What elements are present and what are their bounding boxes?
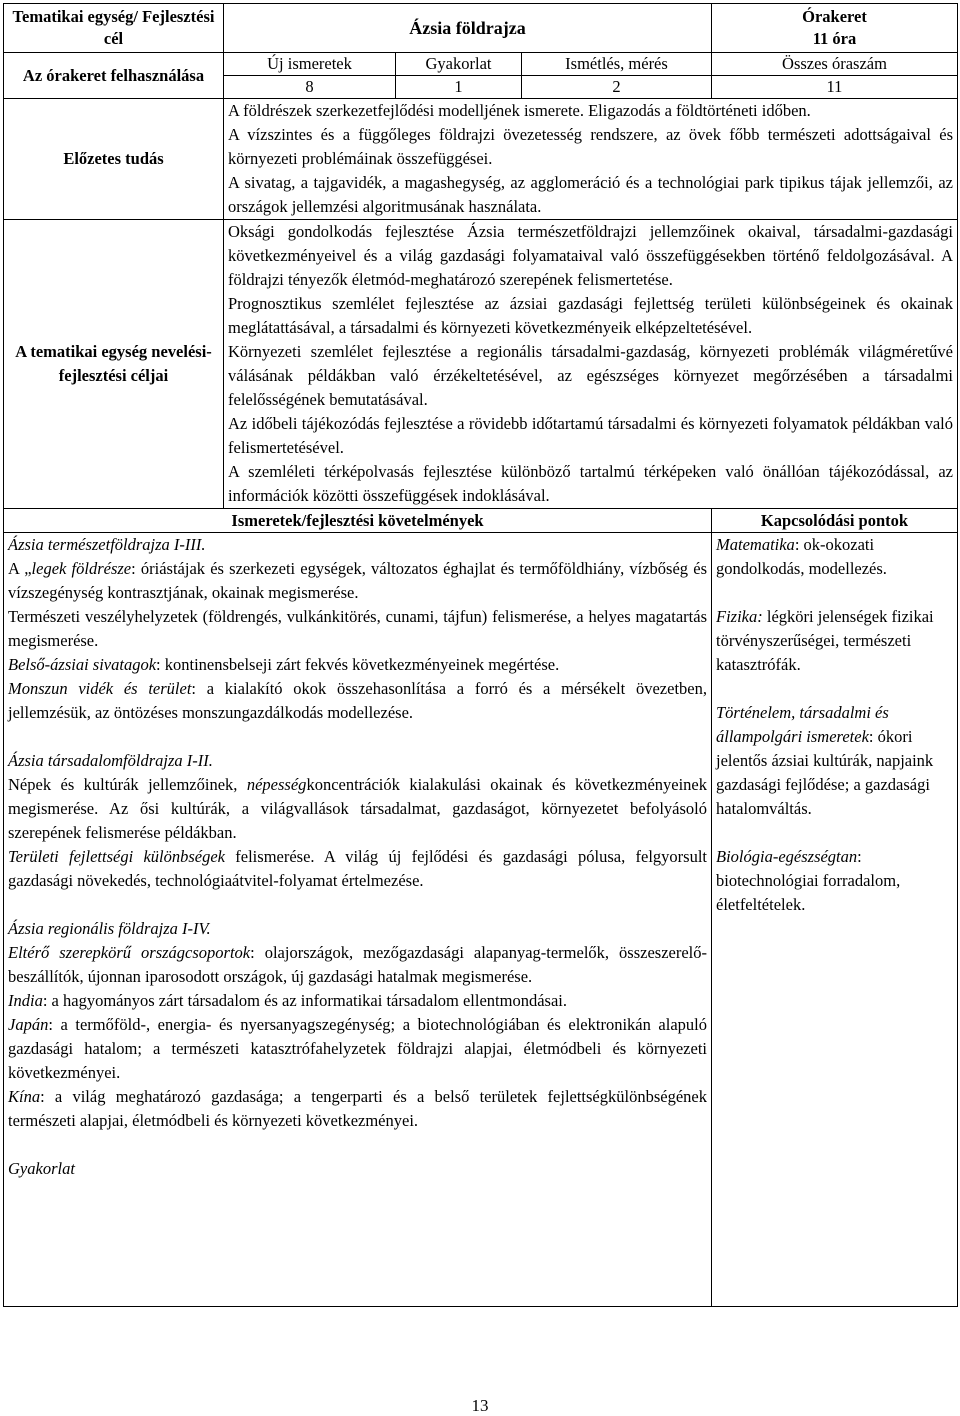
section-society-p2 xyxy=(8,845,707,893)
deserts-term: Belső-ázsiai sivatagok xyxy=(8,655,157,674)
spacer xyxy=(8,1133,707,1157)
hours-usage-label: Az órakeret felhasználása xyxy=(4,53,224,99)
goals-p3: Környezeti szemlélet fejlesztése a regionális társadalmi-gazdaság, környezeti problémák világméretűvé válásának példákban való érzékeltetésével, az egészséges környezet megőrzésében a társadalmi felelősségének bemutatásával. xyxy=(228,342,953,409)
prior-knowledge-row xyxy=(4,99,958,220)
population-term: népesség xyxy=(246,775,307,794)
section-nature-p4 xyxy=(8,677,707,725)
goals-p4: Az időbeli tájékozódás fejlesztése a rövidebb időtartamú társadalmi és környezeti folyamatok példákban való felismertetésével. xyxy=(228,414,953,457)
history-text: : ókori jelentős ázsiai kultúrák, napjaink gazdasági fejlődése; a gazdasági hatalomváltás. xyxy=(716,727,934,818)
usage-val-new: 8 xyxy=(224,76,396,99)
usage-col-new: Új ismeretek xyxy=(224,53,396,76)
math-subject: Matematika xyxy=(716,535,795,554)
prior-knowledge-content xyxy=(224,99,958,220)
section-nature-p3 xyxy=(8,653,707,677)
section-society-p2-text: felismerése. A világ új fejlődési és gazdasági pólusa, felgyorsult gazdasági növekedés, technológiaátvitel-folyamat értelmezése. xyxy=(8,847,707,890)
prior-knowledge-label: Előzetes tudás xyxy=(4,99,224,220)
prior-knowledge-p1: A földrészek szerkezetfejlődési modelljének ismerete. Eligazodás a földtörténeti időben. xyxy=(228,101,811,120)
section-regional-p1-text: : olajországok, mezőgazdasági alapanyag-termelők, összeszerelő-beszállítók, újonnan iparosodott országok, új gazdasági hatalmak megismerése. xyxy=(8,943,707,986)
requirements-content xyxy=(4,533,712,1307)
section-nature-p4-text: : a kialakító okok összehasonlítása a forró és a mérsékelt övezetben, jellemzésük, az öntözéses monszungazdálkodás modellezése. xyxy=(8,679,707,722)
usage-col-total: Összes óraszám xyxy=(712,53,958,76)
usage-val-total: 11 xyxy=(712,76,958,99)
section-regional-p2 xyxy=(8,989,707,1013)
spacer xyxy=(716,581,953,605)
math-text: : ok-okozati gondolkodás, modellezés. xyxy=(716,535,887,578)
goals-p1: Oksági gondolkodás fejlesztése Ázsia természetföldrajzi jellemzőinek okaival, társadalmi-gazdasági következményeivel és a világ gazdasági folyamataival való összefüggésekben történő feldolgozásával. A földrajzi tényezők életmód-meghatározó szerepének felismertetése. xyxy=(228,222,953,289)
legek-term xyxy=(32,559,67,578)
india-term: India xyxy=(8,991,43,1010)
header-row xyxy=(4,4,958,53)
hours-usage-row xyxy=(4,53,958,76)
section-nature-p2: Természeti veszélyhelyzetek (földrengés, vulkánkitörés, cunami, tájfun) felismerése, a helyes magatartás megismerése. xyxy=(8,607,707,650)
goals-p5: A szemléleti térképolvasás fejlesztése különböző tartalmú térképeken való önállóan tájékozódással, az információk közötti összefüggések indoklásával. xyxy=(228,462,953,505)
usage-col-practice: Gyakorlat xyxy=(396,53,522,76)
requirements-body-row xyxy=(4,533,958,1307)
connection-biology xyxy=(716,845,953,917)
section-nature-title: Ázsia természetföldrajza I-III. xyxy=(8,535,206,554)
development-term: Területi fejlettségi különbségek xyxy=(8,847,225,866)
section-nature-p1-text: : óriástájak és szerkezeti egységek, változatos éghajlat és termőföldhiány, vízbőség és vízszegénység kontrasztjának, okainak megismerése. xyxy=(8,559,707,602)
quote-open: A „ xyxy=(8,559,32,578)
goals-label: A tematikai egység nevelési-fejlesztési céljai xyxy=(4,220,224,509)
section-regional-p4-text: : a világ meghatározó gazdasága; a tengerparti és a belső területek fejlettségkülönbségének természeti alapjai, életmódbeli és környezeti következményei. xyxy=(8,1087,707,1130)
spacer xyxy=(8,893,707,917)
usage-col-review: Ismétlés, mérés xyxy=(522,53,712,76)
connections-content xyxy=(712,533,958,1307)
section-practice-title: Gyakorlat xyxy=(8,1159,75,1178)
section-regional-p3-text: : a termőföld-, energia- és nyersanyagszegénység; a biotechnológiában és elektronikán alapuló gazdasági hatalom; a természeti katasztrófahelyzetek földrajzi alapjai, életmódbeli és környezeti következményei. xyxy=(8,1015,707,1082)
prior-knowledge-p3: A sivatag, a tajgavidék, a magashegység, az agglomeráció és a technológiai park tipikus tájak jellemzői, az országok jellemzési algoritmusának használata. xyxy=(228,173,953,216)
requirements-header-row xyxy=(4,509,958,533)
goals-p2: Prognosztikus szemlélet fejlesztése az ázsiai gazdasági fejlettség területi különbségeinek és okainak meglátattásával, a társadalmi és környezeti következményeik elképzeltetésével. xyxy=(228,294,953,337)
requirements-title: Ismeretek/fejlesztési követelmények xyxy=(4,509,712,533)
section-regional-title: Ázsia regionális földrajza I-IV. xyxy=(8,919,211,938)
section-regional-p4 xyxy=(8,1085,707,1133)
section-society-p1-a: Népek és kultúrák jellemzőinek, xyxy=(8,775,247,794)
section-society-title: Ázsia társadalomföldrajza I-II. xyxy=(8,751,213,770)
history-subject: Történelem, társadalmi és állampolgári ismeretek xyxy=(716,703,889,746)
spacer xyxy=(716,821,953,845)
curriculum-table xyxy=(3,3,958,1307)
china-term: Kína xyxy=(8,1087,41,1106)
foldresze-term: földrésze xyxy=(66,559,132,578)
section-society-p1 xyxy=(8,773,707,845)
section-nature-p3-text: : kontinensbelseji zárt fekvés következményeinek megértése. xyxy=(156,655,560,674)
physics-text: légköri jelenségek fizikai törvényszerűségei, természeti katasztrófák. xyxy=(716,607,934,674)
prior-knowledge-p2: A vízszintes és a függőleges földrajzi övezetesség rendszere, az övek főbb természeti adottságaival és környezeti problémáinak összefüggései. xyxy=(228,125,953,168)
page-number: 13 xyxy=(471,1396,489,1415)
goals-content xyxy=(224,220,958,509)
topic-title: Ázsia földrajza xyxy=(224,4,712,53)
hours-cell xyxy=(712,4,958,53)
section-regional-p1 xyxy=(8,941,707,989)
curriculum-page xyxy=(3,3,957,1307)
connections-title: Kapcsolódási pontok xyxy=(712,509,958,533)
biology-subject: Biológia-egészségtan xyxy=(716,847,858,866)
spacer xyxy=(716,677,953,701)
hours-label: Órakeret xyxy=(802,7,867,26)
usage-val-practice: 1 xyxy=(396,76,522,99)
connection-math xyxy=(716,533,953,581)
monsoon-term: Monszun vidék és terület xyxy=(8,679,192,698)
goals-row xyxy=(4,220,958,509)
section-nature-p1 xyxy=(8,557,707,605)
section-regional-p2-text: : a hagyományos zárt társadalom és az informatikai társadalom ellentmondásai. xyxy=(42,991,567,1010)
country-groups-term: Eltérő szerepkörű országcsoportok xyxy=(8,943,251,962)
section-regional-p3 xyxy=(8,1013,707,1085)
usage-val-review: 2 xyxy=(522,76,712,99)
legek-word: legek xyxy=(31,559,67,578)
section-society-p1-b: koncentrációk kialakulási okainak és következményeinek megismerése. Az ősi kultúrák, a világvallások társadalmat, gazdaságot, környezetet befolyásoló szerepének felismerése példákban. xyxy=(8,775,708,842)
japan-term: Japán xyxy=(8,1015,49,1034)
connection-history xyxy=(716,701,953,821)
biology-text: : biotechnológiai forradalom, életfeltételek. xyxy=(716,847,901,914)
connection-physics xyxy=(716,605,953,677)
spacer xyxy=(8,725,707,749)
physics-subject: Fizika: xyxy=(716,607,763,626)
topic-label: Tematikai egység/ Fejlesztési cél xyxy=(4,4,224,53)
hours-value: 11 óra xyxy=(812,29,857,48)
